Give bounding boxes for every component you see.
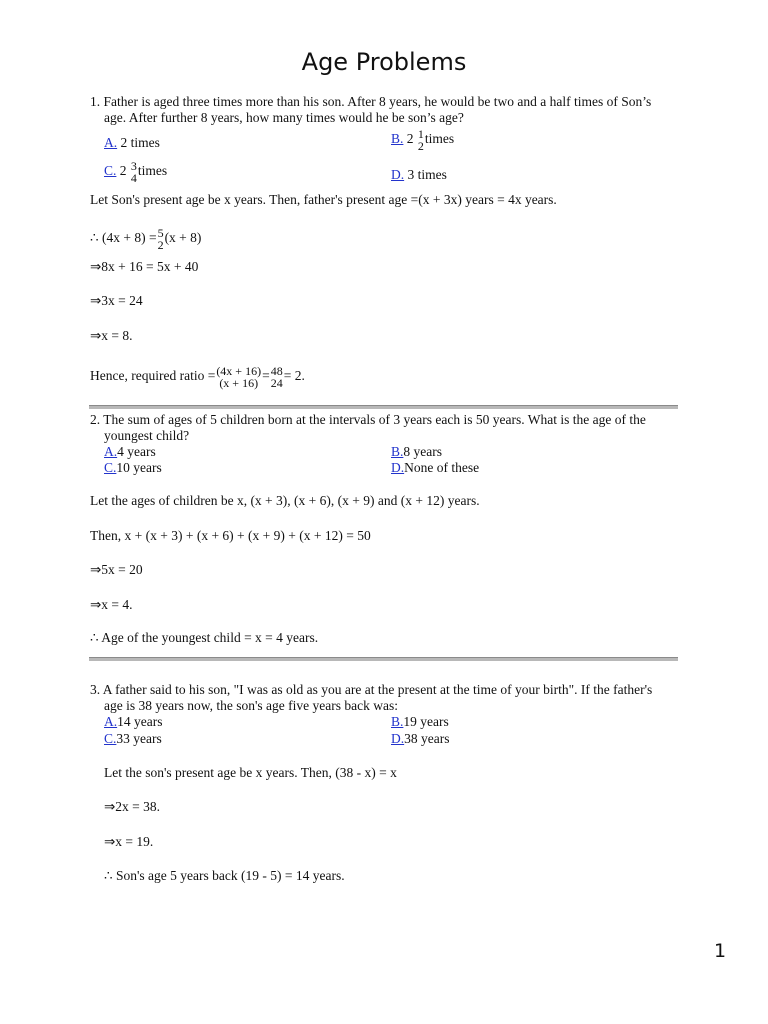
q2-option-d-text: None of these xyxy=(404,460,480,475)
q2-solution-line4: ⇒x = 4. xyxy=(90,597,133,612)
q1-option-a-link[interactable]: A. xyxy=(104,135,118,150)
q2-option-a-text: 4 years xyxy=(117,444,156,459)
q3-text-line1: 3. A father said to his son, "I was as old as you are at the present at the time of your birth". If the father's xyxy=(90,682,653,697)
q1-solution-line4: ⇒3x = 24 xyxy=(90,293,143,308)
q3-option-a-link[interactable]: A. xyxy=(104,714,118,729)
q3-option-a xyxy=(104,714,162,730)
q1-option-a-text: 2 times xyxy=(117,135,160,150)
q1-option-b-num: 1 xyxy=(417,127,424,141)
q1-solution-line6 xyxy=(90,365,305,389)
page-number: 1 xyxy=(714,940,727,962)
q1-sol6-eq: = xyxy=(262,368,270,384)
q1-option-c-whole: 2 xyxy=(116,163,130,179)
q3-solution-line1: Let the son's present age be x years. Then, (38 - x) = x xyxy=(104,765,397,780)
q2-text-line2: youngest child? xyxy=(104,428,190,443)
q1-option-c-link[interactable]: C. xyxy=(104,163,117,179)
q1-option-c-num: 3 xyxy=(130,159,137,173)
q1-solution-line2 xyxy=(90,227,201,251)
q3-option-a-text: 14 years xyxy=(117,714,163,729)
q2-option-b xyxy=(391,444,442,460)
q2-option-c xyxy=(104,460,162,476)
q1-sol6-num2: 48 xyxy=(270,364,283,378)
q3-option-c xyxy=(104,731,162,747)
q2-solution-line3: ⇒5x = 20 xyxy=(90,562,143,577)
q1-solution-line5: ⇒x = 8. xyxy=(90,328,133,343)
q1-sol2-den: 2 xyxy=(157,238,164,252)
q1-option-c-fraction xyxy=(131,160,137,184)
q2-solution-line5: ∴ Age of the youngest child = x = 4 years. xyxy=(90,630,319,645)
section-divider-2 xyxy=(89,657,678,661)
q2-solution-line1: Let the ages of children be x, (x + 3), (x + 6), (x + 9) and (x + 12) years. xyxy=(90,493,480,508)
q1-sol6-fraction2 xyxy=(271,365,283,389)
q3-text-line2: age is 38 years now, the son's age five years back was: xyxy=(104,698,398,713)
q1-option-b-tail: times xyxy=(424,131,455,147)
q1-option-d xyxy=(391,167,447,183)
q3-option-d-text: 38 years xyxy=(404,731,450,746)
q1-solution-line3: ⇒8x + 16 = 5x + 40 xyxy=(90,259,199,274)
q2-option-d xyxy=(391,460,479,476)
q1-sol6-den2: 24 xyxy=(270,376,283,390)
q2-solution-line2: Then, x + (x + 3) + (x + 6) + (x + 9) + (x + 12) = 50 xyxy=(90,528,371,543)
q3-option-d xyxy=(391,731,449,747)
q1-solution-line1: Let Son's present age be x years. Then, father's present age =(x + 3x) years = 4x years. xyxy=(90,192,557,207)
q2-option-b-link[interactable]: B. xyxy=(391,444,404,459)
q1-option-a xyxy=(104,135,160,151)
q1-sol6-left: Hence, required ratio = xyxy=(90,368,216,384)
q3-solution-line2: ⇒2x = 38. xyxy=(104,799,161,814)
q2-option-b-text: 8 years xyxy=(403,444,442,459)
q1-option-b-fraction xyxy=(418,128,424,152)
q1-option-d-link[interactable]: D. xyxy=(391,167,405,182)
q1-option-d-text: 3 times xyxy=(404,167,447,182)
q2-option-d-link[interactable]: D. xyxy=(391,460,405,475)
q2-option-a-link[interactable]: A. xyxy=(104,444,118,459)
q1-sol6-fraction1 xyxy=(216,365,261,389)
q1-text-line1: 1. Father is aged three times more than his son. After 8 years, he would be two and a half times of Son’s xyxy=(90,94,652,109)
q1-sol6-right: = 2. xyxy=(283,368,305,384)
q1-option-c-den: 4 xyxy=(130,171,137,185)
q3-option-b-link[interactable]: B. xyxy=(391,714,404,729)
q1-option-b xyxy=(391,128,454,152)
q3-option-c-link[interactable]: C. xyxy=(104,731,117,746)
q1-option-c xyxy=(104,160,167,184)
q1-sol2-fraction xyxy=(158,227,164,251)
q2-text-line1: 2. The sum of ages of 5 children born at the intervals of 3 years each is 50 years. What is the age of the xyxy=(90,412,646,427)
q1-sol6-num1: (4x + 16) xyxy=(216,364,262,378)
section-divider-1 xyxy=(89,405,678,409)
q1-sol6-den1: (x + 16) xyxy=(219,376,259,390)
q3-solution-line4: ∴ Son's age 5 years back (19 - 5) = 14 years. xyxy=(104,868,345,883)
q1-option-b-link[interactable]: B. xyxy=(391,131,404,147)
q1-option-c-tail: times xyxy=(137,163,168,179)
q2-option-c-link[interactable]: C. xyxy=(104,460,117,475)
q3-option-b xyxy=(391,714,449,730)
q1-sol2-right: (x + 8) xyxy=(164,230,202,246)
q1-sol2-left: ∴ (4x + 8) = xyxy=(90,230,157,246)
q1-option-b-den: 2 xyxy=(417,139,424,153)
q3-option-b-text: 19 years xyxy=(403,714,449,729)
page-title: Age Problems xyxy=(301,48,467,76)
q3-solution-line3: ⇒x = 19. xyxy=(104,834,154,849)
q1-sol2-num: 5 xyxy=(157,226,164,240)
q3-option-d-link[interactable]: D. xyxy=(391,731,405,746)
q1-text-line2: age. After further 8 years, how many times would he be son’s age? xyxy=(104,110,464,125)
q1-option-b-whole: 2 xyxy=(403,131,417,147)
q2-option-c-text: 10 years xyxy=(116,460,162,475)
q3-option-c-text: 33 years xyxy=(116,731,162,746)
q2-option-a xyxy=(104,444,156,460)
